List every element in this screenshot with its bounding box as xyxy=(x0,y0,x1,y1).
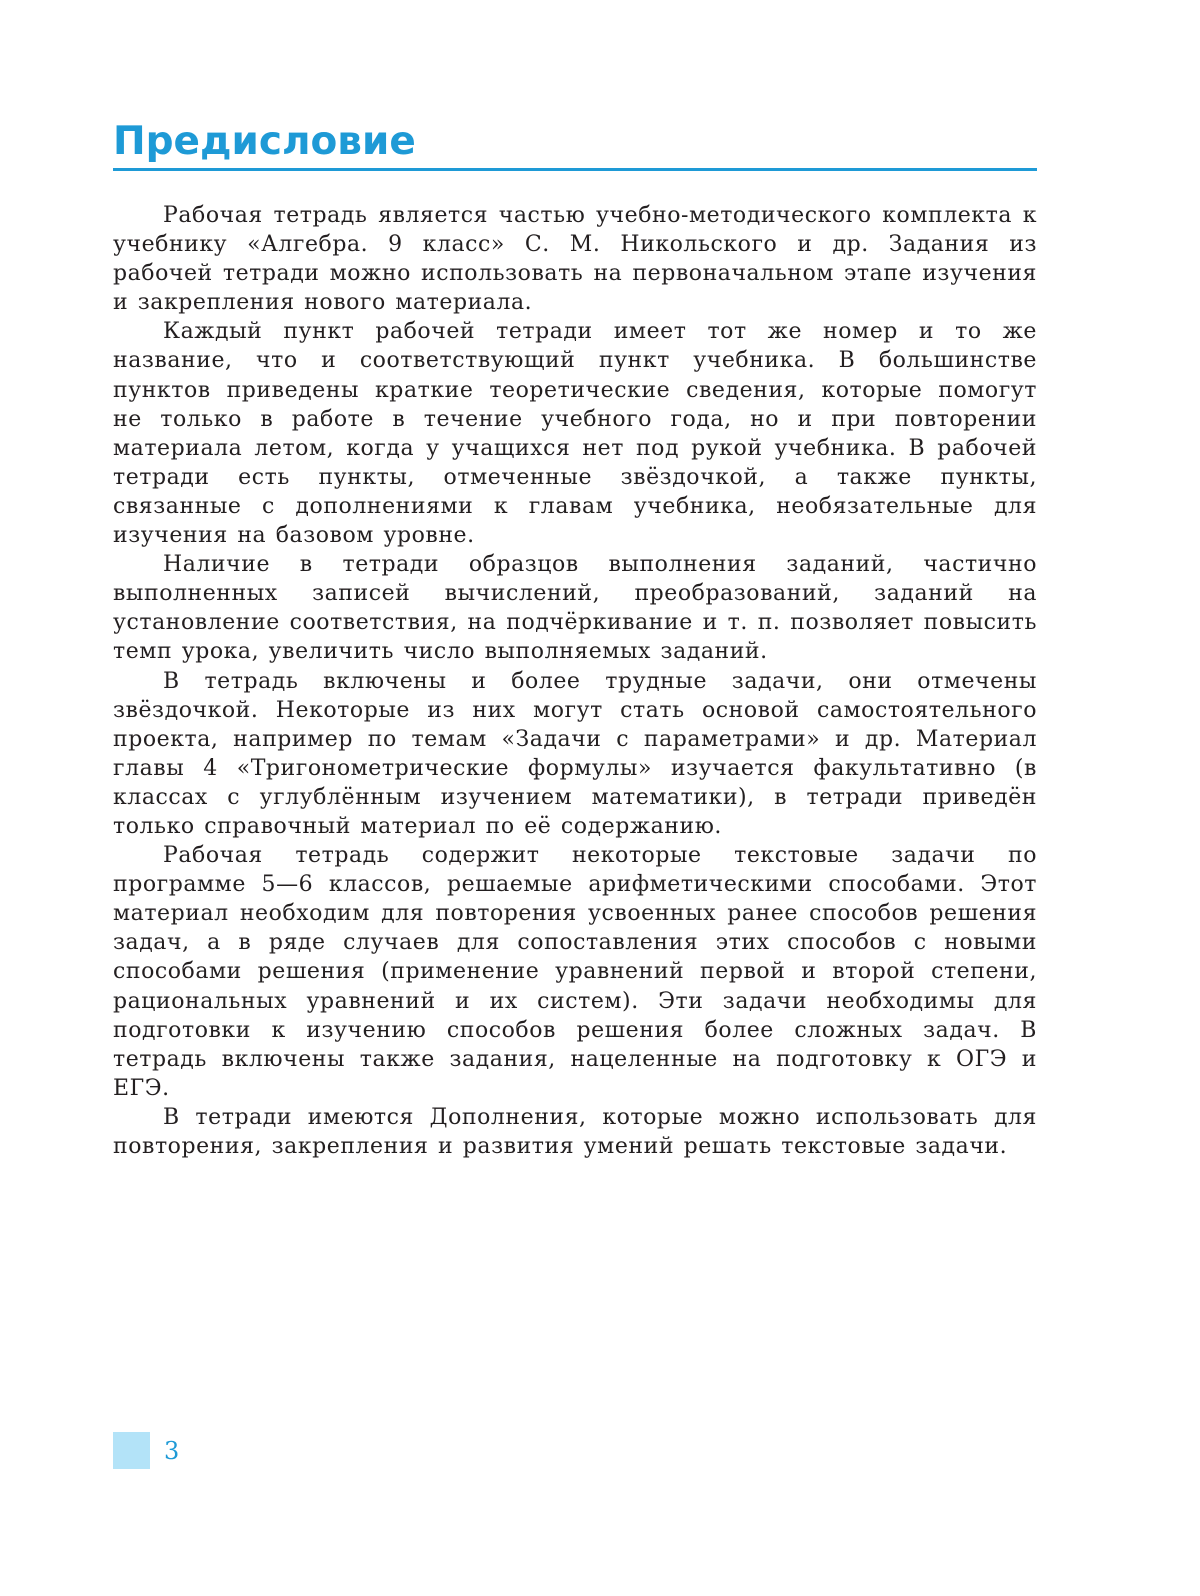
page-number-marker xyxy=(113,1432,150,1469)
title-underline xyxy=(113,168,1037,171)
page-number: 3 xyxy=(164,1437,180,1465)
page-title: Предисловие xyxy=(113,119,416,164)
paragraph-6: В тетради имеются Дополнения, которые можно использовать для повторения, закрепления и развития умений решать текстовые задачи. xyxy=(113,1104,1037,1159)
body-text xyxy=(113,201,1037,1161)
paragraph-4: В тетрадь включены и более трудные задачи, они отмечены звёздочкой. Некоторые из них могут стать основой самостоятельного проекта, например по темам «Задачи с параметрами» и др. Материал главы 4 «Тригонометрические формулы» изучается факультативно (в классах с углублённым изучением математики), в тетради приведён только справочный материал по её содержанию. xyxy=(113,668,1037,839)
paragraph-3: Наличие в тетради образцов выполнения заданий, частично выполненных записей вычислений, преобразований, заданий на установление соответствия, на подчёркивание и т. п. позволяет повысить темп урока, увеличить число выполняемых заданий. xyxy=(113,552,1037,665)
paragraph-5: Рабочая тетрадь содержит некоторые текстовые задачи по программе 5—6 классов, решаемые арифметическими способами. Этот материал необходим для повторения усвоенных ранее способов решения задач, а в ряде случаев для сопоставления этих способов с новыми способами решения (применение уравнений первой и второй степени, рациональных уравнений и их систем). Эти задачи необходимы для подготовки к изучению способов решения более сложных задач. В тетрадь включены также задания, нацеленные на подготовку к ОГЭ и ЕГЭ. xyxy=(113,843,1037,1101)
paragraph-1: Рабочая тетрадь является частью учебно-методического комплекта к учебнику «Алгебра. 9 класс» С. М. Никольского и др. Задания из рабочей тетради можно использовать на первоначальном этапе изучения и закрепления нового материала. xyxy=(113,203,1037,316)
paragraph-2: Каждый пункт рабочей тетради имеет тот же номер и то же название, что и соответствующий пункт учебника. В большинстве пунктов приведены краткие теоретические сведения, которые помогут не только в работе в течение учебного года, но и при повторении материала летом, когда у учащихся нет под рукой учебника. В рабочей тетради есть пункты, отмеченные звёздочкой, а также пункты, связанные с дополнениями к главам учебника, необязательные для изучения на базовом уровне. xyxy=(113,319,1037,549)
